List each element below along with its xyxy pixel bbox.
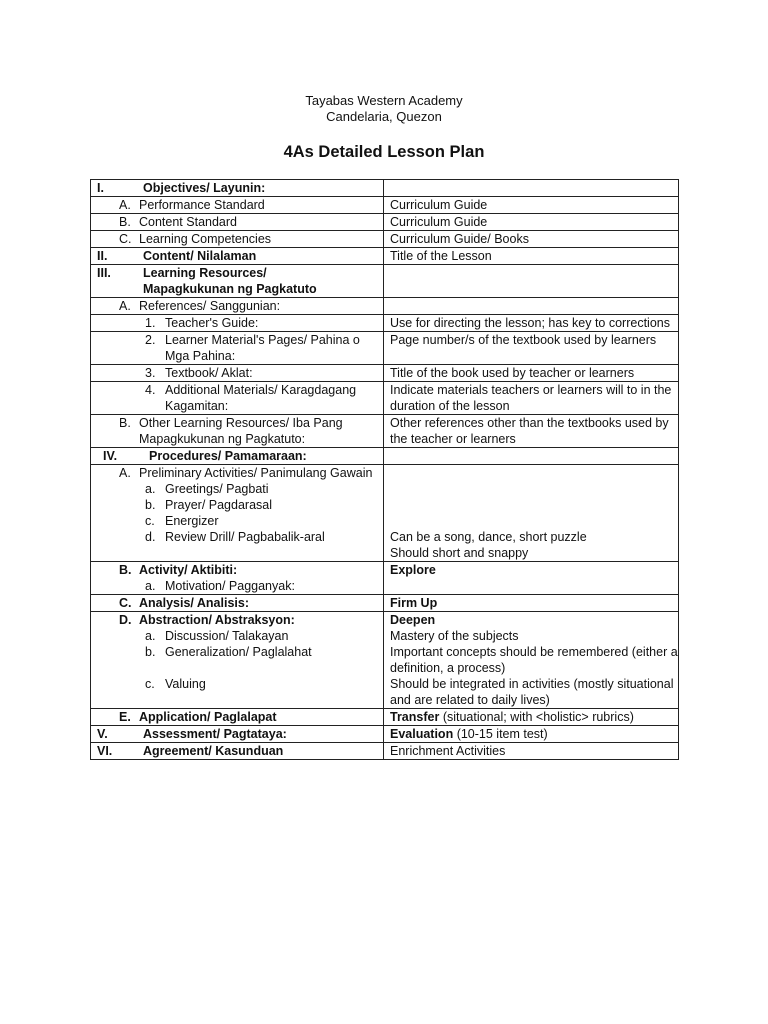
table-row [91,743,679,760]
table-row [91,465,679,562]
table-row [91,562,679,595]
item-marker: B. [119,215,131,229]
table-row [91,415,679,448]
lesson-plan-table [90,179,679,760]
item-marker: 4. [145,383,156,397]
table-row [91,231,679,248]
item-note: (situational; with <holistic> rubrics) [439,710,634,724]
item-marker: B. [119,563,132,577]
item-marker: a. [145,579,156,593]
section-number: IV. [103,449,118,463]
item-note: Page number/s of the textbook used by learners [384,332,679,365]
table-row [91,709,679,726]
item-label: Content Standard [139,215,237,229]
item-label: Additional Materials/ Karagdagang Kagamitan: [165,383,357,413]
item-marker: 2. [145,333,156,347]
item-marker: a. [145,629,156,643]
section-number: VI. [97,744,113,758]
section-heading: Learning Resources/ [143,266,267,280]
item-note: Can be a song, dance, short puzzle [390,530,587,544]
item-note: (10-15 item test) [453,727,548,741]
table-row [91,214,679,231]
table-row [91,382,679,415]
item-label: References/ Sanggunian: [139,299,281,313]
item-label: Prayer/ Pagdarasal [165,498,273,512]
item-label: Preliminary Activities/ Panimulang Gawain [139,466,373,480]
section-heading: Agreement/ Kasunduan [143,744,284,758]
table-row [91,365,679,382]
school-name: Tayabas Western Academy [305,93,463,108]
item-label: Learning Competencies [139,232,272,246]
item-note: Explore [384,562,679,595]
item-marker: A. [119,466,131,480]
item-note: Curriculum Guide [384,214,679,231]
section-heading-cont: Mapagkukunan ng Pagkatuto [143,282,317,296]
table-row [91,298,679,315]
item-note: Should be integrated in activities (mostly situational and are related to daily lives) [390,677,674,707]
table-row [91,595,679,612]
document-title: 4As Detailed Lesson Plan [283,143,485,161]
item-label: Energizer [165,514,219,528]
section-number: II. [97,249,108,263]
table-row [91,265,679,298]
item-note: Curriculum Guide [384,197,679,214]
item-marker: C. [119,232,132,246]
item-note: Other references other than the textbooks used by the teacher or learners [384,415,679,448]
table-row [91,248,679,265]
table-row [91,726,679,743]
item-label: Application/ Paglalapat [139,710,277,724]
item-note: Enrichment Activities [384,743,679,760]
item-marker: E. [119,710,131,724]
item-marker: d. [145,530,156,544]
item-label: Other Learning Resources/ Iba Pang Mapagkukunan ng Pagkatuto: [139,416,343,446]
item-label: Greetings/ Pagbati [165,482,269,496]
item-marker: 1. [145,316,156,330]
section-heading: Assessment/ Pagtataya: [143,727,287,741]
item-note: Mastery of the subjects [390,629,519,643]
item-marker: c. [145,677,155,691]
item-label: Textbook/ Aklat: [165,366,253,380]
item-label: Discussion/ Talakayan [165,629,289,643]
item-marker: c. [145,514,155,528]
table-row [91,448,679,465]
item-note: Indicate materials teachers or learners will to in the duration of the lesson [384,382,679,415]
item-marker: b. [145,645,156,659]
table-row [91,180,679,197]
item-marker: a. [145,482,156,496]
item-note: Important concepts should be remembered (either a definition, a process) [390,645,678,675]
item-label: Analysis/ Analisis: [139,596,249,610]
item-note-bold: Evaluation [390,727,454,741]
item-label: Review Drill/ Pagbabalik-aral [165,530,325,544]
item-note: Curriculum Guide/ Books [384,231,679,248]
item-label: Performance Standard [139,198,265,212]
item-marker: A. [119,299,131,313]
item-label: Generalization/ Paglalahat [165,645,312,659]
item-label: Motivation/ Pagganyak: [165,579,295,593]
item-marker: A. [119,198,131,212]
table-row [91,197,679,214]
item-label: Learner Material's Pages/ Pahina o Mga Pahina: [165,333,360,363]
item-marker: D. [119,613,132,627]
table-row [91,612,679,709]
item-marker: B. [119,416,131,430]
item-note: Title of the book used by teacher or learners [384,365,679,382]
item-marker: b. [145,498,156,512]
item-note: Should short and snappy [390,546,529,560]
item-marker: 3. [145,366,156,380]
section-number: V. [97,727,108,741]
item-note: Use for directing the lesson; has key to corrections [384,315,679,332]
item-label: Valuing [165,677,206,691]
item-label: Teacher's Guide: [165,316,259,330]
section-heading: Content/ Nilalaman [143,249,257,263]
item-label: Activity/ Aktibiti: [139,563,238,577]
item-note: Deepen [390,613,436,627]
table-row [91,332,679,365]
section-number: III. [97,266,111,280]
section-number: I. [97,181,104,195]
section-heading: Procedures/ Pamamaraan: [149,449,307,463]
item-label: Abstraction/ Abstraksyon: [139,613,295,627]
school-header [0,93,768,125]
item-note: Title of the Lesson [384,248,679,265]
school-location: Candelaria, Quezon [326,109,442,124]
item-note: Firm Up [384,595,679,612]
table-row [91,315,679,332]
item-note-bold: Transfer [390,710,440,724]
section-heading: Objectives/ Layunin: [143,181,266,195]
item-marker: C. [119,596,132,610]
